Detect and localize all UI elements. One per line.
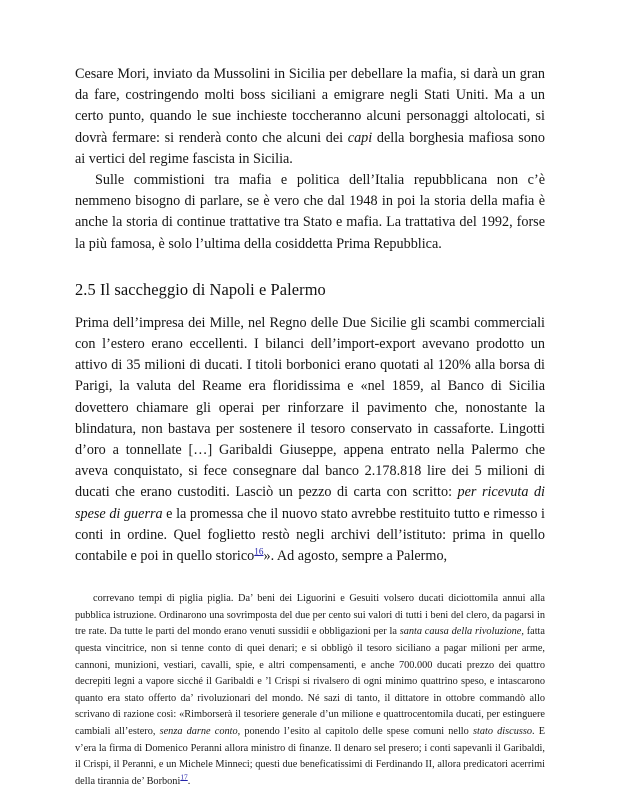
paragraph-3-text-part-1: Prima dell’impresa dei Mille, nel Regno delle Due Sicilie gli scambi commerciali con l’estero erano eccellenti. I bilanci dell’import-export avevano prodotto un attivo di 35 milioni di ducati. I titoli borbonici erano quotati al 120% alla borsa di Parigi, la valuta del Reame era floridissima e «nel 1859, al Banco di Sicilia dovettero chiamare gli operai per rinforzare il pavimento che, nonostante la blindatura, non bastava per sostenere il tesoro conservato in cassaforte. Lingotti d’oro a tonnellate […] Garibaldi Giuseppe, appena entrato nella Palermo che aveva conquistato, si fece consegnare dal banco 2.178.818 lire dei 5 milioni di ducati che erano custoditi. Lasciò un pezzo di carta con scritto: (75, 314, 545, 501)
paragraph-1-italic-capi: capi (347, 129, 373, 146)
paragraph-1-text-lead: Cesare Mori, inviato da Mussolini in Sicilia per debellare la mafia, si darà un gran da fare, costringendo molti boss siciliani a emigrare negli Stati Uniti. Ma a un certo punto, quando le sue inchieste toccheranno alcuni personaggi altolocati, si dovrà fermare: si renderà conto che alcuni dei (75, 66, 545, 146)
footnote-italic-santa-causa: santa causa della rivoluzione (399, 626, 522, 638)
section-heading-2-5: 2.5 Il saccheggio di Napoli e Palermo (75, 279, 326, 299)
footnote-text-part-3: , ponendo l’esito al capitolo delle spese comuni nello (237, 726, 473, 738)
footnote-text-part-2: , fatta questa vincitrice, non si tenne conto di quei denari; e si obbligò il tesoro siciliano a pagar milioni per arme, cannoni, munizioni, vestiari, cavalli, spie, e altri compensamenti, e anche 700.000 ducati prezzo dei quattro decrepiti legni a vapore sicché il Garibaldi e ’l Crispi si rivalsero di ogni minimo quattrino speso, e intascarono quanto era stato offerto da’ rivoluzionari del mondo. Né sazi di tanto, il dittatore in ottobre commandò allo scrivano di razione così: «Rimborserà il tesoriere generale d’un milione e quattrocentomila ducati, per estinguere cambiali all’estero, (75, 626, 545, 738)
page-content-column (75, 64, 545, 790)
footnote-text-part-5: . (187, 775, 191, 787)
body-paragraph-3 (75, 313, 545, 567)
footnote-italic-stato-discusso: stato discusso (472, 726, 533, 738)
footnote-text-part-1: correvano tempi di piglia piglia. Da’ beni dei Liguorini e Gesuiti volsero ducati diciottomila annui alla pubblica istruzione. Ordinarono una sovrimposta del due per cento sui valori di tutti i beni del clero, da pagarsi in tre rate. Da tutte le parti del mondo erano venuti sussidii e obbligazioni per la (75, 593, 545, 638)
paragraph-3-text-part-2: e la promessa che il nuovo stato avrebbe restituito tutto e rimesso i conti in ordine. Quel foglietto restò negli archivi dell’istituto: prima in quello contabile e poi in quello storico (75, 505, 545, 565)
body-paragraph-1 (75, 64, 545, 170)
footnote-paragraph (75, 591, 545, 790)
paragraph-3-text-part-3: ». Ad agosto, sempre a Palermo, (263, 548, 448, 565)
footnote-reference-16[interactable]: 16 (254, 546, 264, 557)
paragraph-3-italic-per-ricevuta: per ricevuta di spese di guerra (75, 484, 545, 522)
footnote-reference-17[interactable]: 17 (180, 772, 188, 782)
footnote-text-part-4: . E v’era la firma di Domenico Peranni allora ministro di finanze. Il denaro sel presero; i conti sapevanli il Garibaldi, il Crispi, il Peranni, e un Michele Minneci; questi due beneficatissimi di Ferdinando II, allora predicatori acerrimi della tirannia de’ Borboni (75, 726, 546, 787)
footnote-block (75, 583, 545, 790)
paragraph-1-text-tail: della borghesia mafiosa sono ai vertici del regime fascista in Sicilia. (75, 129, 545, 167)
footnote-italic-senza-darne-conto: senza darne conto (159, 726, 238, 738)
body-paragraph-2: Sulle commistioni tra mafia e politica dell’Italia repubblicana non c’è nemmeno bisogno di parlare, se è vero che dal 1948 in poi la storia della mafia è anche la storia di continue trattative tra Stato e mafia. La trattativa del 1992, forse la più famosa, è solo l’ultima della cosiddetta Prima Repubblica. (75, 172, 545, 252)
